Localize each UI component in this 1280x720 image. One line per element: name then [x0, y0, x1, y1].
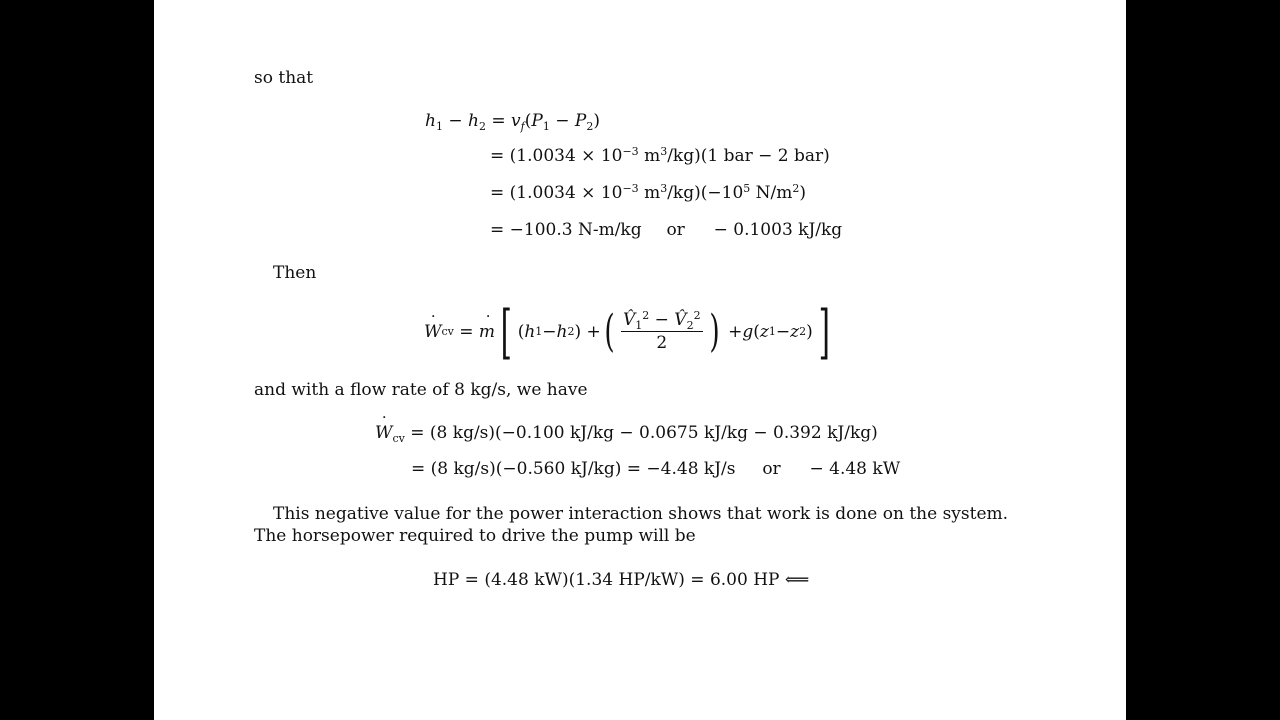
equation-line-2: = ($1.0034 \times 10^{-3}$ $m^3/kg)(1$ bar − 2 bar) — [490, 145, 830, 166]
document-page — [154, 0, 1126, 720]
text-then: Then — [273, 263, 317, 283]
equation-energy-balance: ˙ W cv = ˙ m [ ( h 1 − h 2 ) + ( $\frac{V̂_1^2 - V̂_2^2}{2}$ ) + g ( z 1 − z 2 ) ] — [424, 300, 835, 364]
or-connector-2: or — [762, 459, 781, 479]
text-flow-rate: and with a flow rate of 8 kg/s, we have — [254, 380, 588, 400]
equation-power-line-1: ˙ $W_{cv} = (8$ kg/s)(−0.100 kJ/kg − 0.0675 kJ/kg − 0.392 kJ/kg) — [375, 425, 878, 442]
paragraph-line-2: The horsepower required to drive the pump will be — [254, 526, 696, 546]
equation-line-3: = ($1.0034 \times 10^{-3}$ $m^3/kg)(-10^5$ $N/m^2$) — [490, 182, 807, 203]
result-nm-per-kg: = −100.3 N-m/kg — [490, 220, 642, 240]
or-connector: or — [666, 220, 685, 240]
paragraph-line-1: This negative value for the power interaction shows that work is done on the system. — [273, 504, 1009, 524]
equation-line-4 — [490, 222, 842, 239]
equation-horsepower: HP = (4.48 kW)(1.34 HP/kW) = 6.00 HP ⟸ — [433, 570, 810, 590]
power-result-kw: − 4.48 kW — [809, 459, 901, 479]
power-terms: = (8 kg/s)(−0.100 kJ/kg − 0.0675 kJ/kg − 0.392 kJ/kg) — [410, 423, 878, 443]
power-result-kjs: = (8 kg/s)(−0.560 kJ/kg) = −4.48 kJ/s — [411, 459, 736, 479]
equation-enthalpy-difference: $h_1 - h_2 = v_f(P_1 - P_2)$ — [425, 111, 600, 133]
result-kj-per-kg: − 0.1003 kJ/kg — [713, 220, 843, 240]
equation-power-line-2 — [411, 461, 900, 478]
text-so-that: so that — [254, 68, 314, 88]
